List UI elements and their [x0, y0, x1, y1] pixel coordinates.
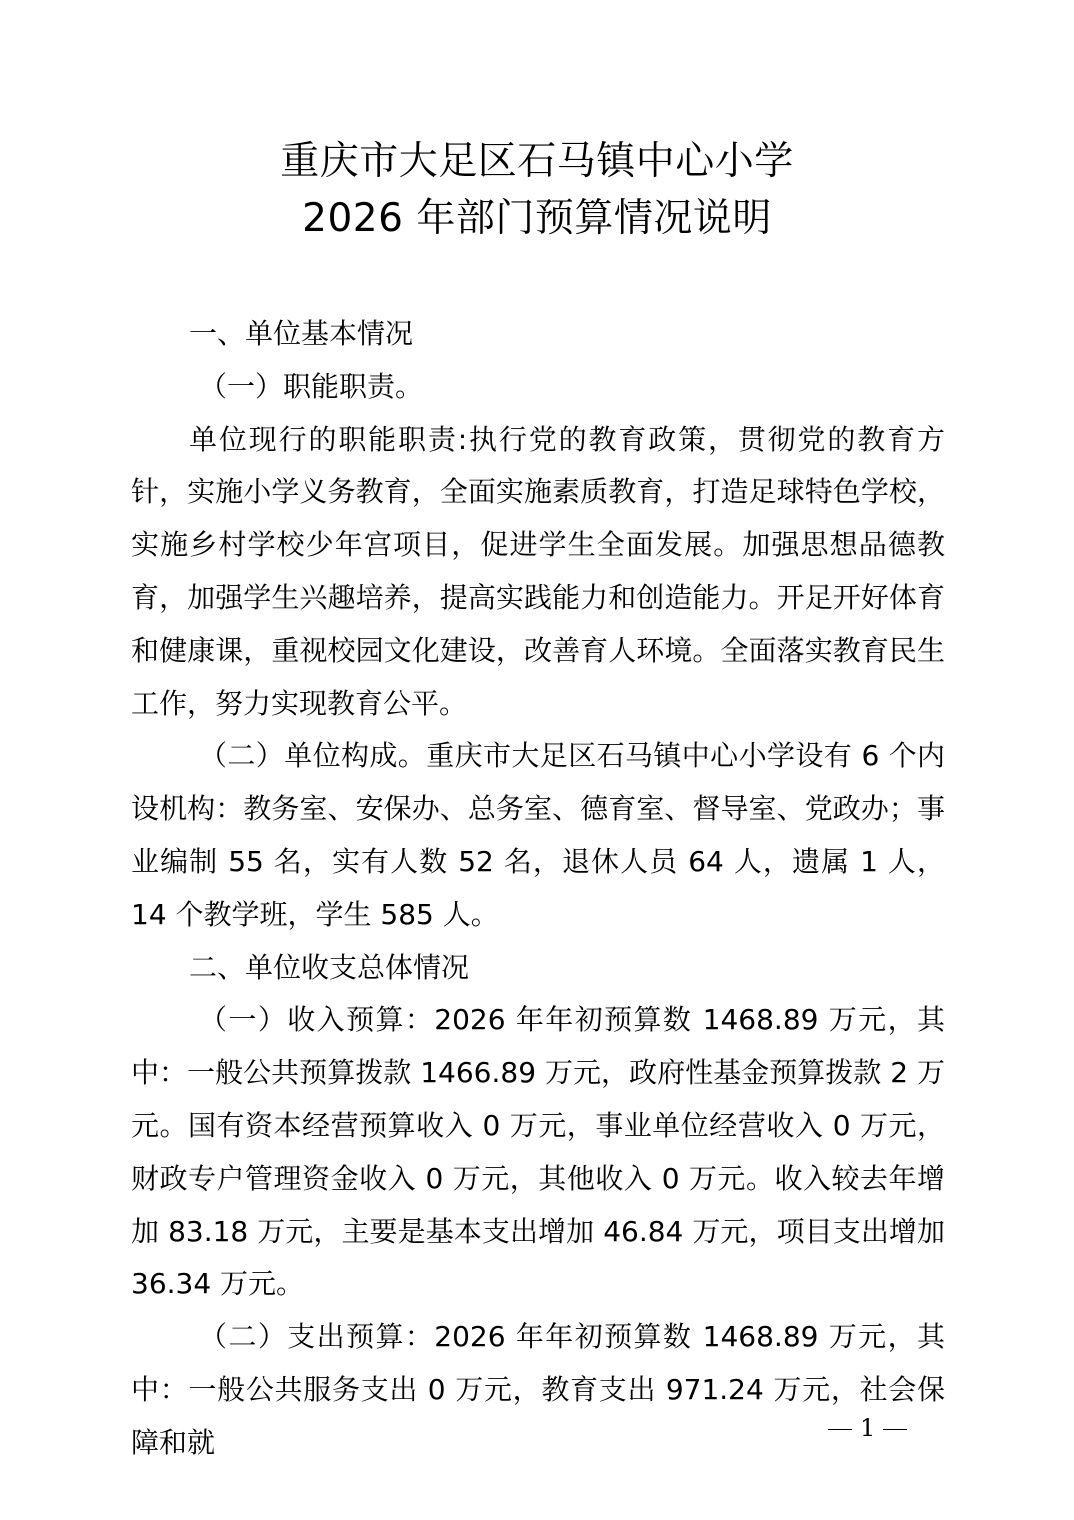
- document-title-line2: 2026 年部门预算情况说明: [302, 196, 772, 241]
- page-number-value: 1: [860, 1414, 876, 1442]
- page-number-right-dash: [883, 1429, 907, 1430]
- paragraph-expense-budget: （二）支出预算：2026 年年初预算数 1468.89 万元，其中：一般公共服务支出 0 万元，教育支出 971.24 万元，社会保障和就: [131, 1320, 945, 1459]
- paragraph-income-budget: （一）收入预算：2026 年年初预算数 1468.89 万元，其中：一般公共预算拨款 1466.89 万元，政府性基金预算拨款 2 万元。国有资本经营预算收入 0 万元，事业单位经营收入 0 万元，财政专户管理资金收入 0 万元，其他收入 0 万元。收入较去年增加 83.18 万元，主要是基本支出增加 46.84 万元，项目支出增加 36.34 万元。: [131, 1003, 945, 1301]
- document-body: [131, 308, 945, 1470]
- section-heading-budget-overview: 二、单位收支总体情况: [189, 950, 470, 984]
- page-number: [820, 1410, 912, 1446]
- subsection-heading-duties: （一）职能职责。: [199, 369, 424, 403]
- page-number-left-dash: [828, 1429, 852, 1430]
- document-title-line1: 重庆市大足区石马镇中心小学: [280, 139, 794, 184]
- paragraph-duties: 单位现行的职能职责:执行党的教育政策，贯彻党的教育方针，实施小学义务教育，全面实施素质教育，打造足球特色学校，实施乡村学校少年宫项目，促进学生全面发展。加强思想品德教育，加强学生兴趣培养，提高实践能力和创造能力。开足开好体育和健康课，重视校园文化建设，改善育人环境。全面落实教育民生工作，努力实现教育公平。: [131, 422, 945, 720]
- paragraph-unit-composition: （二）单位构成。重庆市大足区石马镇中心小学设有 6 个内设机构：教务室、安保办、总务室、德育室、督导室、党政办；事业编制 55 名，实有人数 52 名，退休人员 64 人，遗属 1 人， 14 个教学班，学生 585 人。: [131, 739, 945, 931]
- section-heading-unit-basic: 一、单位基本情况: [189, 317, 414, 350]
